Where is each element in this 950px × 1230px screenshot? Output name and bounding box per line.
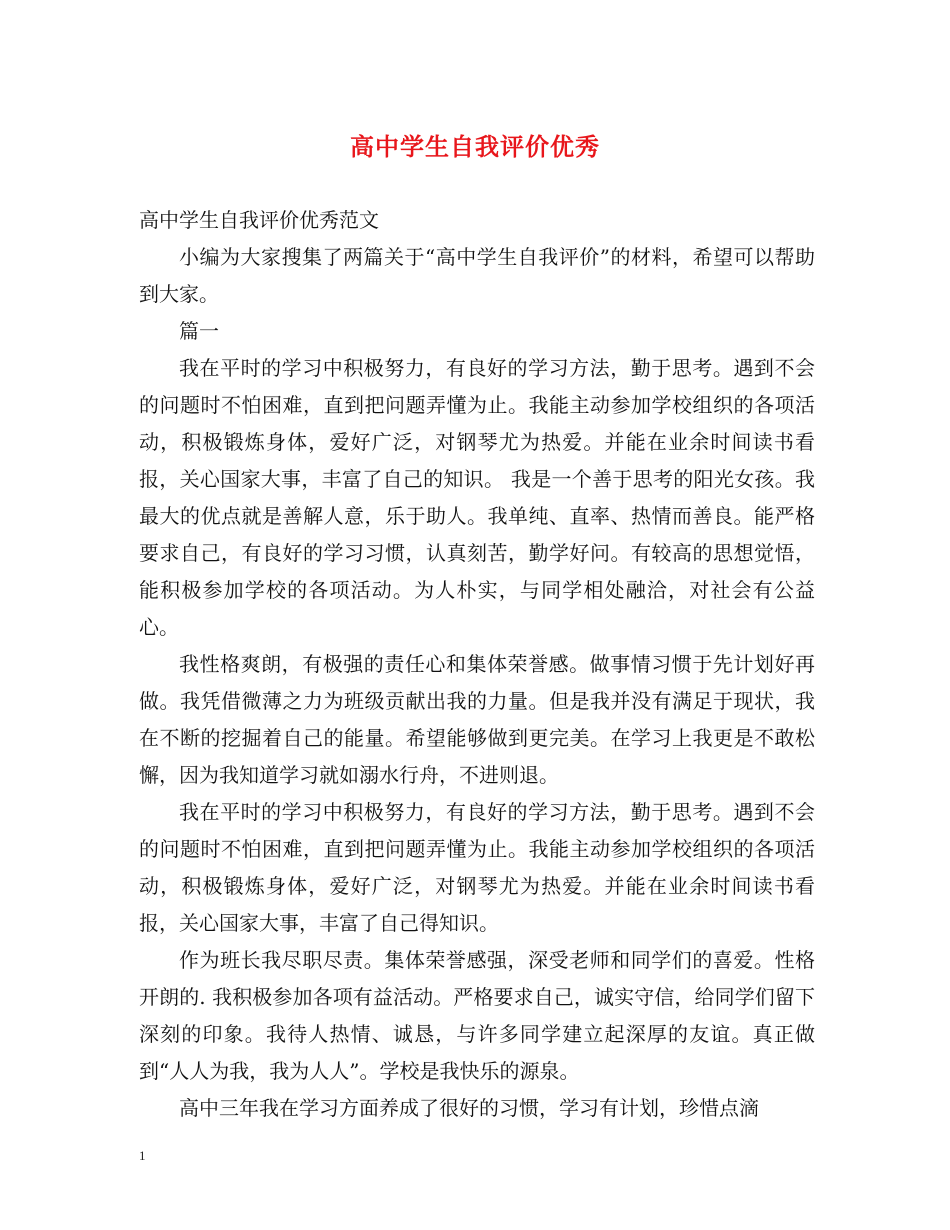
body-paragraph: 我在平时的学习中积极努力，有良好的学习方法，勤于思考。遇到不会的问题时不怕困难，直到把问题弄懂为止。我能主动参加学校组织的各项活动，积极锻炼身体，爱好广泛，对钢琴尤为热爱。并能在业余时间读书看报，关心国家大事，丰富了自己的知识。 我是一个善于思考的阳光女孩。我最大的优点就是善解人意，乐于助人。我单纯、直率、热情而善良。能严格要求自己，有良好的学习习惯，认真刻苦，勤学好问。有较高的思想觉悟，能积极参加学校的各项活动。为人朴实，与同学相处融洽，对社会有公益心。 — [139, 356, 815, 639]
subtitle-paragraph: 高中学生自我评价优秀范文 — [139, 208, 379, 232]
body-paragraph: 我在平时的学习中积极努力，有良好的学习方法，勤于思考。遇到不会的问题时不怕困难，直到把问题弄懂为止。我能主动参加学校组织的各项活动，积极锻炼身体，爱好广泛，对钢琴尤为热爱。并能在业余时间读书看报，关心国家大事，丰富了自己得知识。 — [139, 800, 815, 935]
section-heading: 篇一 — [179, 319, 219, 343]
body-paragraph: 高中三年我在学习方面养成了很好的习惯，学习有计划，珍惜点滴 — [179, 1096, 759, 1120]
document-body — [139, 202, 815, 1127]
document-title: 高中学生自我评价优秀 — [350, 132, 600, 161]
intro-paragraph: 小编为大家搜集了两篇关于“高中学生自我评价”的材料，希望可以帮助到大家。 — [139, 245, 815, 306]
page-number: 1 — [139, 1148, 146, 1163]
body-paragraph: 我性格爽朗，有极强的责任心和集体荣誉感。做事情习惯于先计划好再做。我凭借微薄之力为班级贡献出我的力量。但是我并没有满足于现状，我在不断的挖掘着自己的能量。希望能够做到更完美。在学习上我更是不敢松懈，因为我知道学习就如溺水行舟，不进则退。 — [139, 652, 815, 787]
body-paragraph: 作为班长我尽职尽责。集体荣誉感强，深受老师和同学们的喜爱。性格开朗的. 我积极参加各项有益活动。严格要求自己，诚实守信，给同学们留下深刻的印象。我待人热情、诚恳，与许多同学建立起深厚的友谊。真正做到“人人为我，我为人人”。学校是我快乐的源泉。 — [139, 948, 815, 1083]
